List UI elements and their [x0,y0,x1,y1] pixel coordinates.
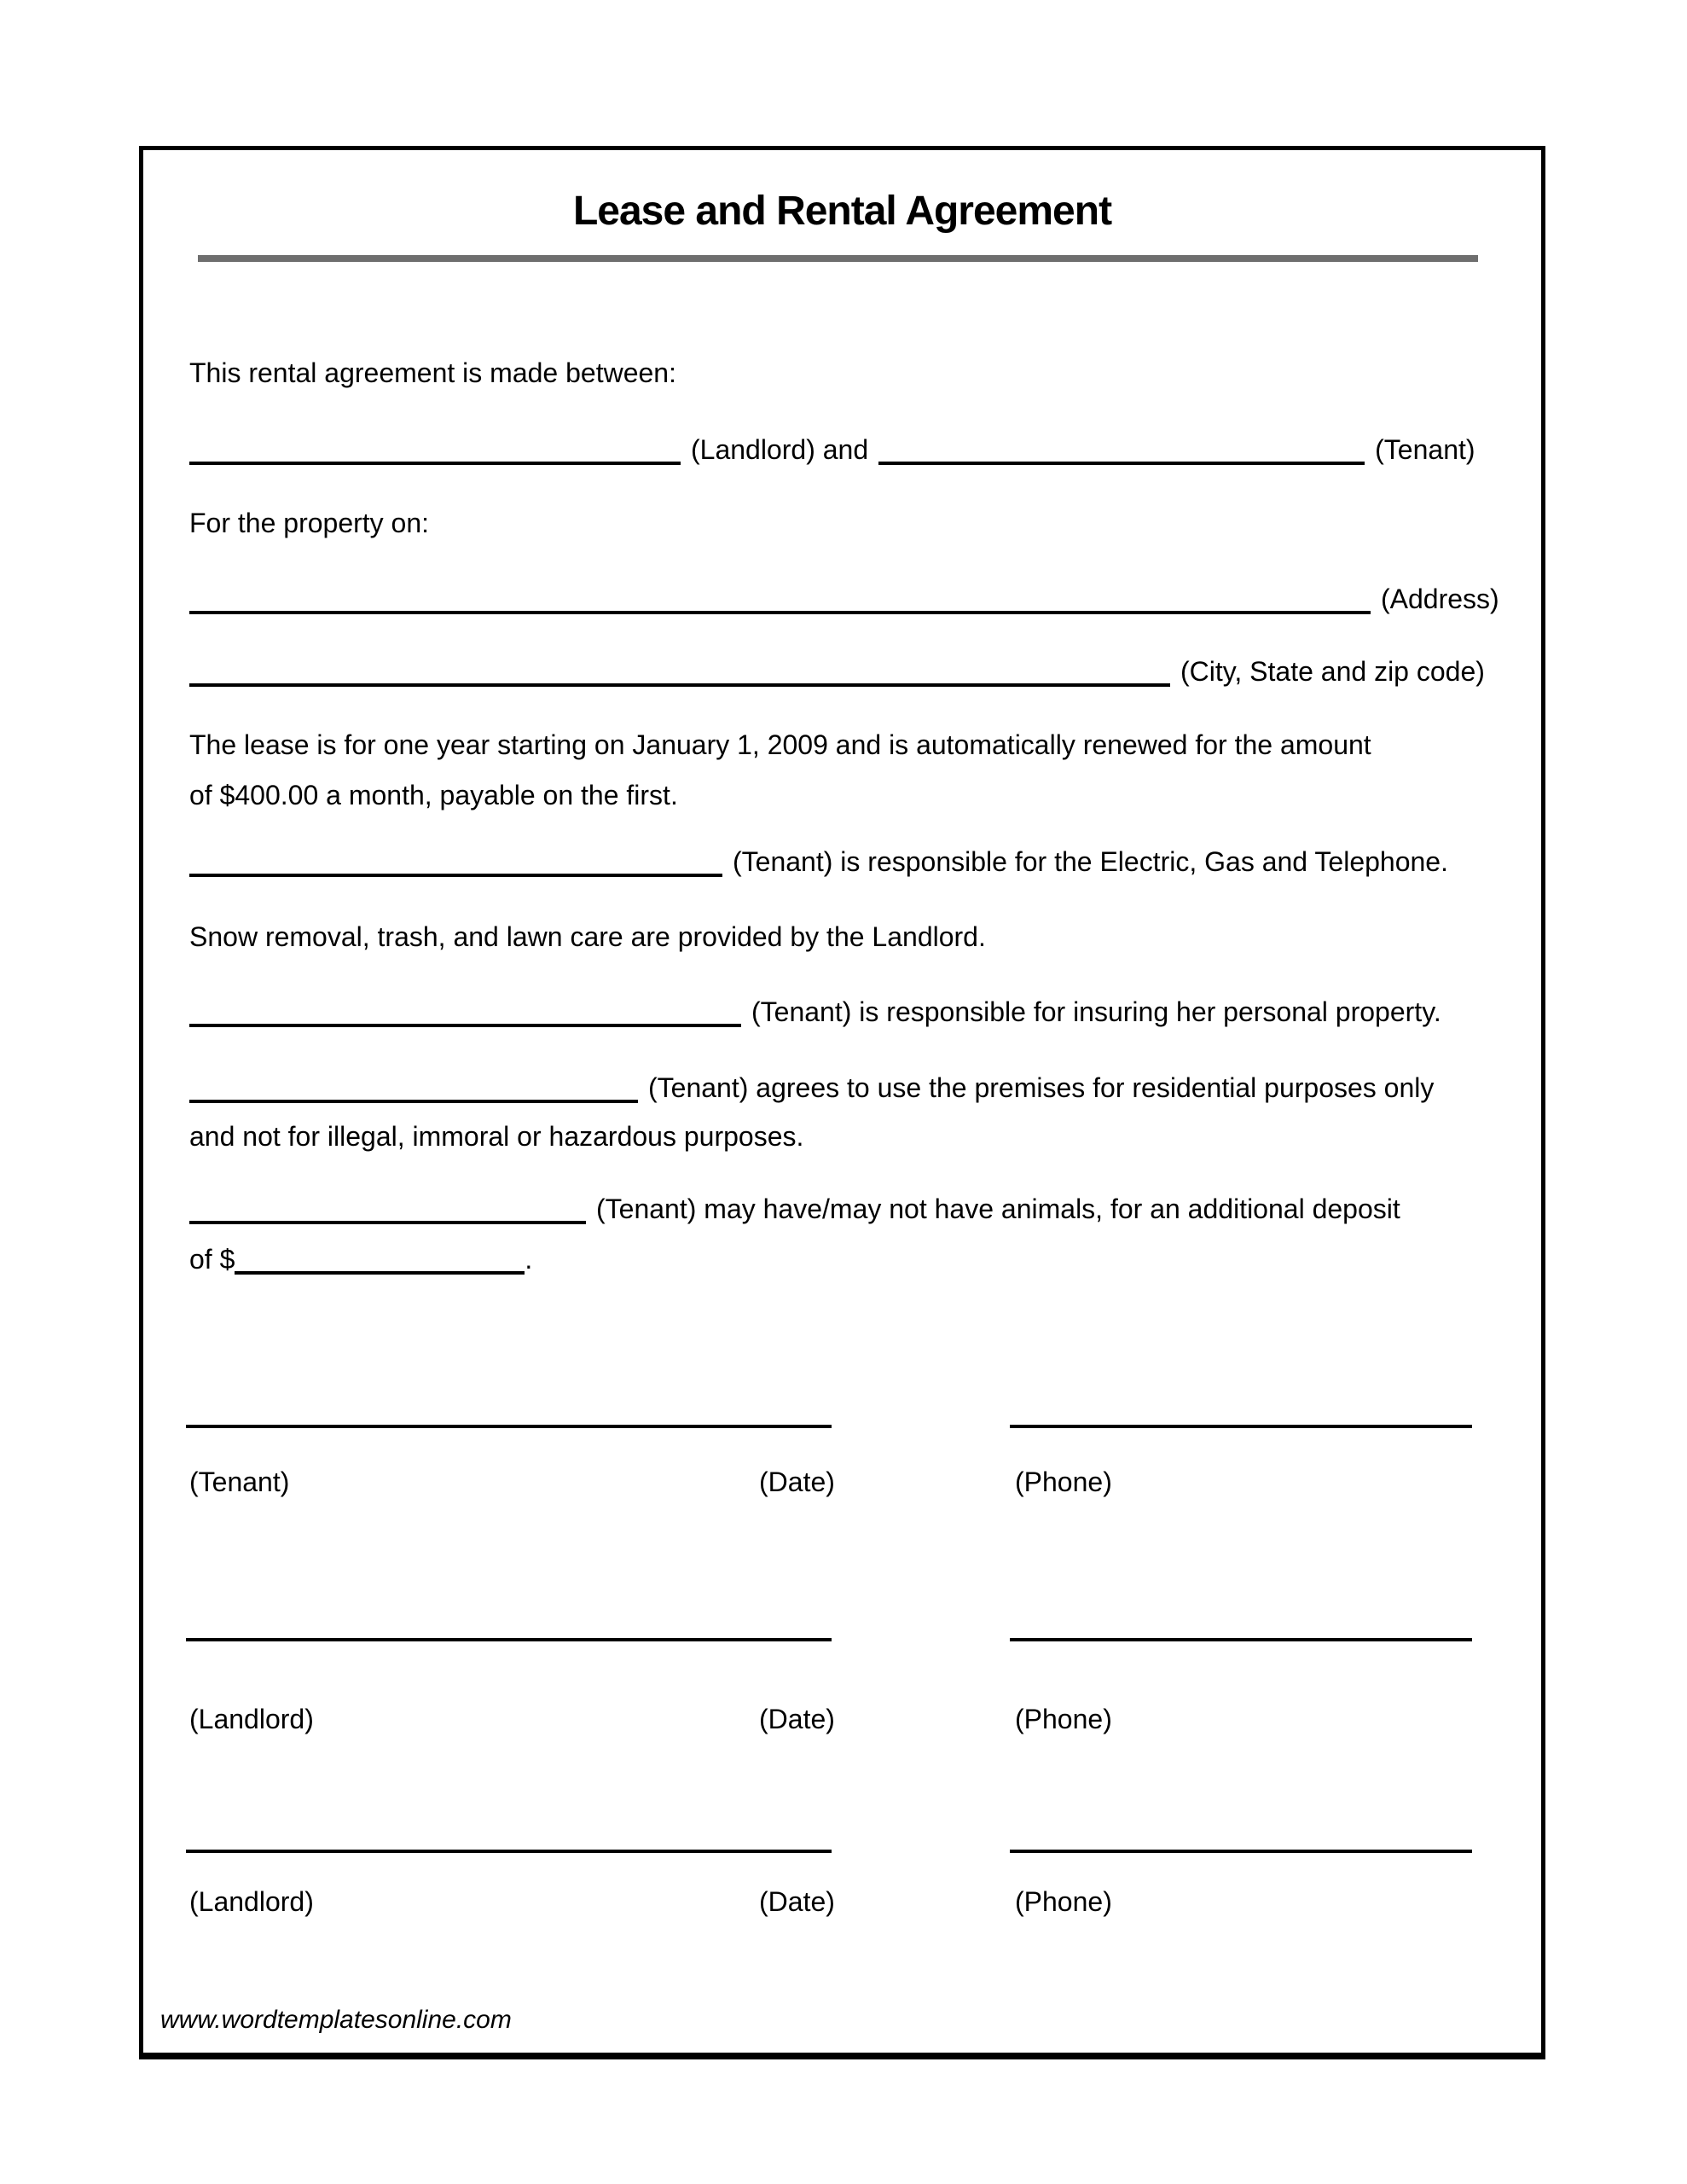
landlord-name-blank [189,462,681,465]
landlord-signature-line-2 [186,1850,832,1853]
tenant-label: (Tenant) [1375,434,1475,465]
lease-terms-text-1: The lease is for one year starting on January 1, 2009 and is automatically renewed for the amount [189,729,1371,760]
landlord-signature-label-1: (Landlord) [189,1704,314,1734]
animals-row-line-1 [189,1193,1400,1225]
landlord-date-label-2: (Date) [759,1886,835,1917]
city-state-zip-blank [189,683,1170,687]
animals-deposit-period: . [525,1244,533,1275]
insurance-tenant-blank [189,1024,741,1027]
landlord-phone-line-2 [1010,1850,1472,1853]
address-label: (Address) [1381,584,1499,614]
landlord-signature-line-1 [186,1638,832,1641]
animals-deposit-prefix: of $ [189,1244,235,1275]
utilities-text: (Tenant) is responsible for the Electric, Gas and Telephone. [733,846,1448,877]
lease-terms-line-2 [189,779,678,811]
animals-tenant-blank [189,1221,586,1224]
landlord-label: (Landlord) and [691,434,869,465]
deposit-amount-blank [235,1271,525,1275]
city-state-zip-row [189,655,1485,688]
animals-row-line-2 [189,1243,532,1275]
lease-terms-line-1 [189,729,1371,761]
title-underline-rule [198,255,1478,262]
city-state-zip-label: (City, State and zip code) [1180,656,1485,687]
tenant-phone-line [1010,1425,1472,1428]
landlord-phone-label-2: (Phone) [1015,1886,1112,1917]
animals-text-1: (Tenant) may have/may not have animals, for an additional deposit [596,1194,1400,1224]
website-footer: www.wordtemplatesonline.com [160,2006,512,2034]
premises-row-line-2 [189,1120,803,1153]
landlord-phone-label-1: (Phone) [1015,1704,1112,1734]
premises-tenant-blank [189,1100,638,1103]
parties-row [189,433,1475,466]
landlord-services-text: Snow removal, trash, and lawn care are provided by the Landlord. [189,921,986,952]
landlord-services-line [189,921,986,953]
landlord-phone-line-1 [1010,1638,1472,1641]
tenant-phone-label: (Phone) [1015,1467,1112,1497]
insurance-text: (Tenant) is responsible for insuring her personal property. [751,996,1441,1027]
premises-text-2: and not for illegal, immoral or hazardous purposes. [189,1121,804,1152]
tenant-name-blank [878,462,1365,465]
address-blank [189,611,1371,614]
premises-text-1: (Tenant) agrees to use the premises for residential purposes only [648,1072,1435,1103]
utilities-row [189,845,1448,878]
tenant-signature-line [186,1425,832,1428]
intro-line [189,357,676,389]
tenant-date-label: (Date) [759,1467,835,1497]
insurance-row [189,996,1441,1028]
landlord-signature-label-2: (Landlord) [189,1886,314,1917]
premises-row-line-1 [189,1072,1434,1104]
utilities-tenant-blank [189,874,722,877]
landlord-date-label-1: (Date) [759,1704,835,1734]
property-intro-line [189,507,429,539]
document-title: Lease and Rental Agreement [572,189,1112,234]
property-intro-text: For the property on: [189,508,430,538]
lease-terms-text-2: of $400.00 a month, payable on the first. [189,780,678,810]
intro-text: This rental agreement is made between: [189,357,676,388]
address-row [189,583,1499,615]
tenant-signature-label: (Tenant) [189,1467,290,1497]
